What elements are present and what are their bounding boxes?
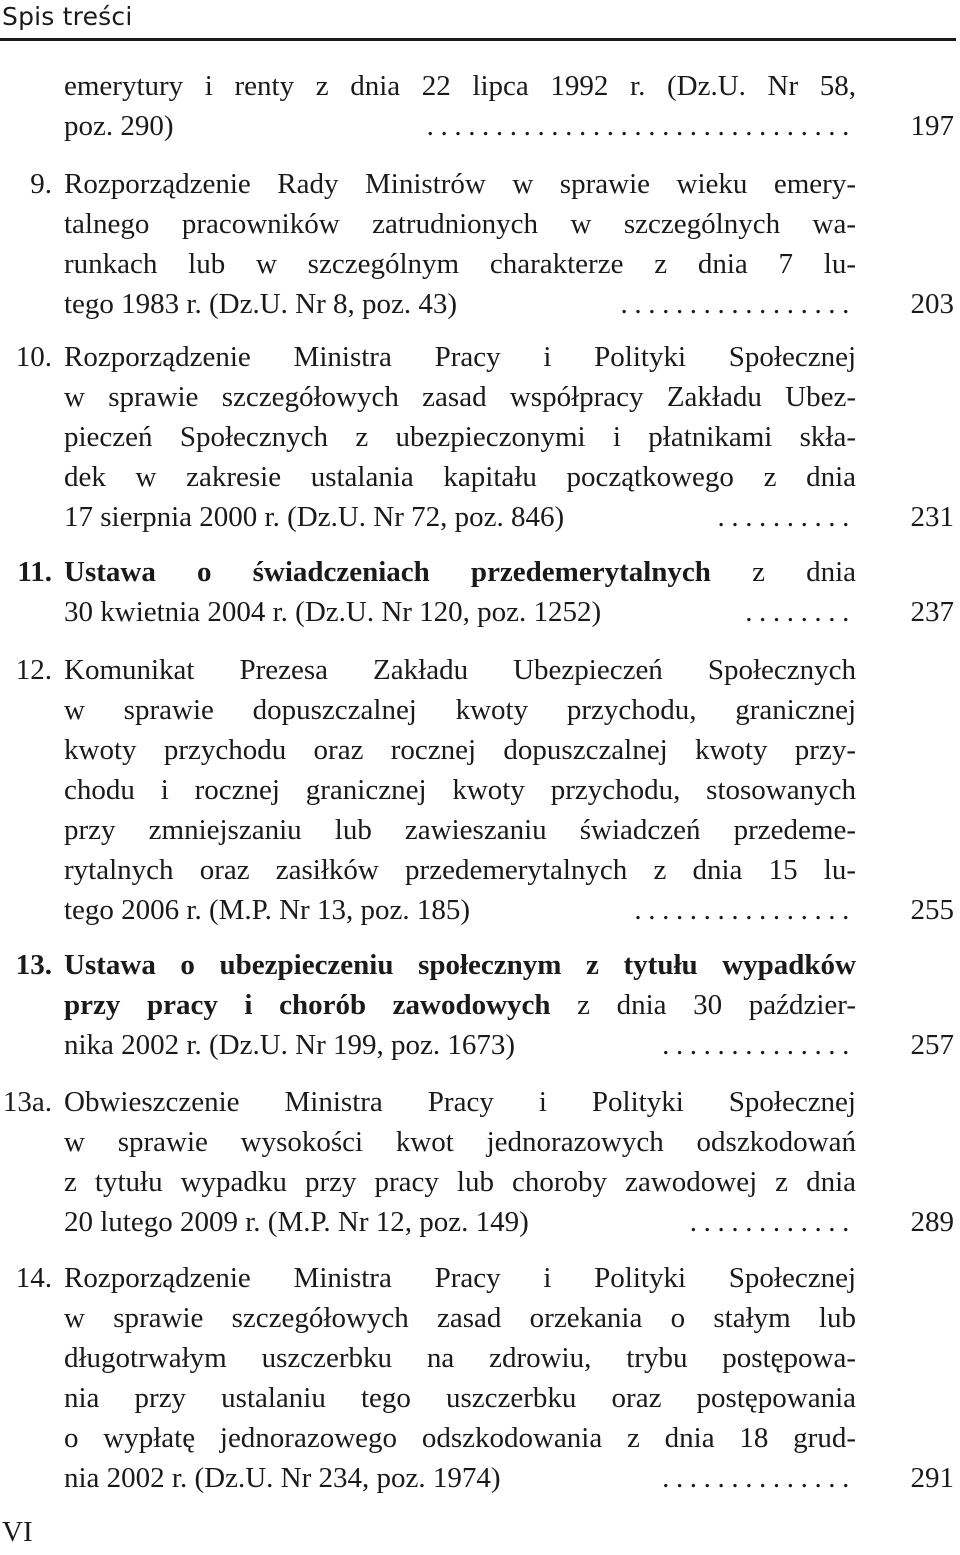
entry-line xyxy=(64,1338,856,1378)
dot-leader: ........ xyxy=(745,596,856,628)
entry-line xyxy=(64,1082,856,1122)
entry-line xyxy=(64,1122,856,1162)
entry-line xyxy=(64,1418,856,1458)
dot-leader: ............................... xyxy=(426,110,856,142)
entry-page-number: 231 xyxy=(910,501,954,533)
entry-page-number: 197 xyxy=(910,110,954,142)
entry-text-segment: chodu i rocznej granicznej kwoty przychodu, stosowanych xyxy=(64,774,856,806)
entry-text-segment: Obwieszczenie Ministra Pracy i Polityki Społecznej xyxy=(64,1086,856,1118)
entry-line xyxy=(64,204,856,244)
entry-number: 14. xyxy=(15,1262,52,1294)
entry-number: 13. xyxy=(15,949,52,981)
dot-leader: .......... xyxy=(717,501,856,533)
entry-text-segment: runkach lub w szczególnym charakterze z dnia 7 lu- xyxy=(64,248,856,280)
entry-line xyxy=(64,1258,856,1298)
entry-line xyxy=(64,417,856,457)
entry-title xyxy=(64,1082,856,1242)
entry-text-segment: w sprawie dopuszczalnej kwoty przychodu, granicznej xyxy=(64,694,856,726)
entry-text-segment: w sprawie szczegółowych zasad orzekania o stałym lub xyxy=(64,1302,856,1334)
header-title: Spis treści xyxy=(2,2,133,31)
entry-text-segment: Rozporządzenie Ministra Pracy i Polityki Społecznej xyxy=(64,1262,856,1294)
entry-number: 10. xyxy=(15,341,52,373)
entry-text-segment: 17 sierpnia 2000 r. (Dz.U. Nr 72, poz. 846) xyxy=(64,501,565,533)
entry-text-segment: z tytułu wypadku przy pracy lub choroby zawodowej z dnia xyxy=(64,1166,856,1198)
entry-number: 9. xyxy=(30,168,52,200)
entry-text-segment: emerytury i renty z dnia 22 lipca 1992 r. (Dz.U. Nr 58, xyxy=(64,70,856,102)
entry-number: 13a. xyxy=(2,1086,52,1118)
entry-line xyxy=(64,1298,856,1338)
dot-leader: .............. xyxy=(662,1462,856,1494)
entry-text-segment: pieczeń Społecznych z ubezpieczonymi i płatnikami skła- xyxy=(64,421,856,453)
entry-text-segment: tego 2006 r. (M.P. Nr 13, poz. 185) xyxy=(64,894,470,926)
entry-text-segment: poz. 290) xyxy=(64,110,174,142)
entry-title xyxy=(64,164,856,324)
entry-text-segment: dek w zakresie ustalania kapitału początkowego z dnia xyxy=(64,461,856,493)
entry-line xyxy=(64,377,856,417)
entry-line xyxy=(64,890,856,930)
entry-text-segment: o wypłatę jednorazowego odszkodowania z dnia 18 grud- xyxy=(64,1422,856,1454)
dot-leader: ............ xyxy=(689,1206,856,1238)
entry-line xyxy=(64,106,856,146)
entry-line xyxy=(64,284,856,324)
entry-title xyxy=(64,650,856,930)
entry-line xyxy=(64,1202,856,1242)
entry-bold-text: Ustawa o świadczeniach przedemerytalnych xyxy=(64,556,711,588)
entry-text-segment: rytalnych oraz zasiłków przedemerytalnych z dnia 15 lu- xyxy=(64,854,856,886)
entry-line xyxy=(64,66,856,106)
entry-text-segment: przy zmniejszaniu lub zawieszaniu świadczeń przedeme- xyxy=(64,814,856,846)
entry-text-segment: w sprawie szczegółowych zasad współpracy Zakładu Ubez- xyxy=(64,381,856,413)
entry-text-segment: z dnia xyxy=(710,556,856,588)
entry-line xyxy=(64,592,856,632)
dot-leader: ................ xyxy=(634,894,856,926)
dot-leader: ................. xyxy=(620,288,856,320)
entry-line xyxy=(64,1458,856,1498)
entry-line xyxy=(64,552,856,592)
entry-line xyxy=(64,945,856,985)
entry-text-segment: tego 1983 r. (Dz.U. Nr 8, poz. 43) xyxy=(64,288,458,320)
entry-line xyxy=(64,244,856,284)
entry-line xyxy=(64,1378,856,1418)
entry-title xyxy=(64,337,856,537)
entry-line xyxy=(64,650,856,690)
entry-text-segment: nia 2002 r. (Dz.U. Nr 234, poz. 1974) xyxy=(64,1462,501,1494)
dot-leader: .............. xyxy=(662,1029,856,1061)
entry-title xyxy=(64,552,856,632)
entry-line xyxy=(64,1025,856,1065)
entry-page-number: 291 xyxy=(910,1462,954,1494)
entry-text-segment: długotrwałym uszczerbku na zdrowiu, trybu postępowa- xyxy=(64,1342,856,1374)
entry-text-segment: nika 2002 r. (Dz.U. Nr 199, poz. 1673) xyxy=(64,1029,516,1061)
entry-line xyxy=(64,770,856,810)
entry-text-segment: 20 lutego 2009 r. (M.P. Nr 12, poz. 149) xyxy=(64,1206,529,1238)
entry-text-segment: talnego pracowników zatrudnionych w szczególnych wa- xyxy=(64,208,856,240)
entry-line xyxy=(64,497,856,537)
entry-text-segment: kwoty przychodu oraz rocznej dopuszczalnej kwoty przy- xyxy=(64,734,856,766)
entry-text-segment: Komunikat Prezesa Zakładu Ubezpieczeń Społecznych xyxy=(64,654,856,686)
entry-number: 11. xyxy=(17,556,52,588)
entry-line xyxy=(64,690,856,730)
entry-page-number: 203 xyxy=(910,288,954,320)
entry-text-segment: 30 kwietnia 2004 r. (Dz.U. Nr 120, poz. 1252) xyxy=(64,596,602,628)
entry-page-number: 255 xyxy=(910,894,954,926)
entry-page-number: 237 xyxy=(910,596,954,628)
entry-line xyxy=(64,730,856,770)
entry-text-segment: Rozporządzenie Rady Ministrów w sprawie wieku emery- xyxy=(64,168,856,200)
page-number-footer: VI xyxy=(2,1516,33,1548)
entry-title xyxy=(64,1258,856,1498)
entry-title xyxy=(64,66,856,146)
entry-line xyxy=(64,810,856,850)
entry-text-segment: w sprawie wysokości kwot jednorazowych odszkodowań xyxy=(64,1126,856,1158)
entry-text-segment: nia przy ustalaniu tego uszczerbku oraz postępowania xyxy=(64,1382,856,1414)
entry-line xyxy=(64,985,856,1025)
entry-page-number: 289 xyxy=(910,1206,954,1238)
entry-title xyxy=(64,945,856,1065)
entry-number: 12. xyxy=(15,654,52,686)
entry-line xyxy=(64,164,856,204)
entry-line xyxy=(64,1162,856,1202)
entry-line xyxy=(64,337,856,377)
entry-text-segment: Rozporządzenie Ministra Pracy i Polityki Społecznej xyxy=(64,341,856,373)
entry-page-number: 257 xyxy=(910,1029,954,1061)
entry-text-segment: z dnia 30 paździer- xyxy=(550,989,856,1021)
entry-line xyxy=(64,457,856,497)
entry-line xyxy=(64,850,856,890)
entry-bold-text: przy pracy i chorób zawodowych xyxy=(64,989,551,1021)
entry-bold-text: Ustawa o ubezpieczeniu społecznym z tytułu wypadków xyxy=(64,949,856,981)
